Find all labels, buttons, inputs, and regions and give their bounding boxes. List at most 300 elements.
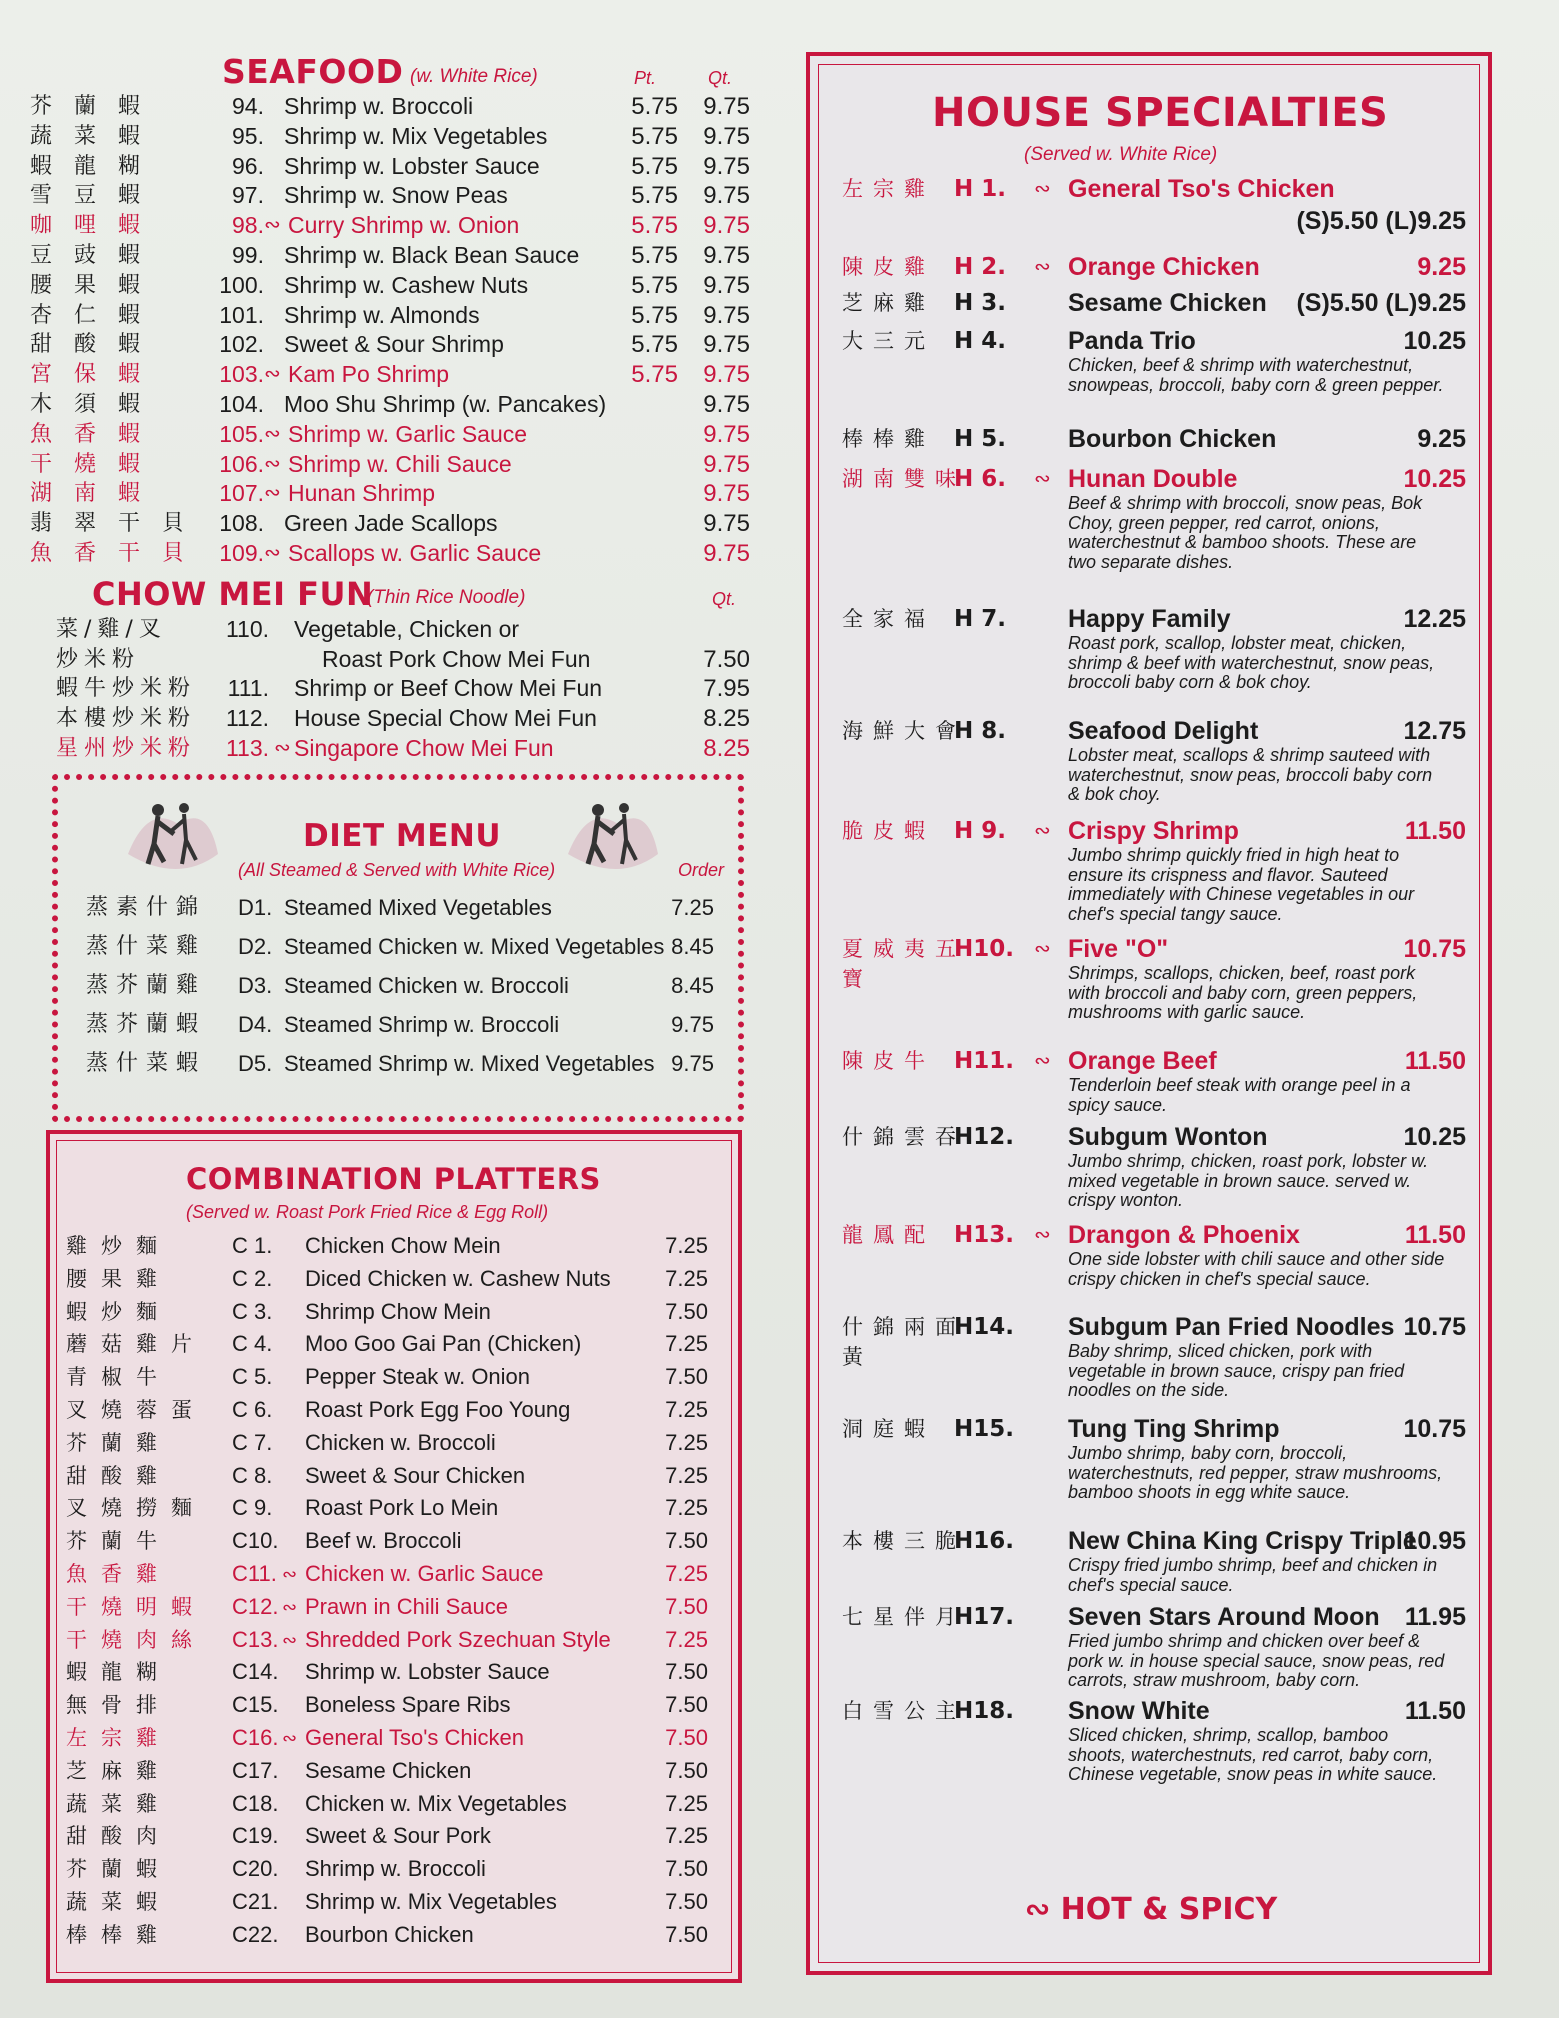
chinese-name: 青椒牛: [66, 1365, 171, 1390]
item-price: 10.25: [1403, 1123, 1466, 1151]
item-code: C11.: [232, 1560, 277, 1586]
item-name: House Special Chow Mei Fun: [294, 705, 597, 732]
menu-row: [22, 704, 750, 734]
menu-row: [50, 1427, 738, 1460]
item-name: Kam Po Shrimp: [288, 361, 450, 388]
chinese-name: 魚香干貝: [30, 540, 207, 566]
item-name: Sweet & Sour Pork: [305, 1823, 491, 1849]
item-price: 10.25: [1403, 327, 1466, 355]
item-code: H11.: [954, 1048, 1014, 1074]
chow-mei-fun-title: CHOW MEI FUN: [92, 574, 374, 613]
diet-menu-list: [64, 888, 732, 1083]
diet-menu-title: DIET MENU: [303, 818, 502, 854]
hot-pepper-icon: ∾: [264, 541, 281, 564]
item-number: 111.: [227, 675, 269, 702]
left-column: [22, 48, 750, 764]
item-name: General Tso's Chicken: [1068, 175, 1335, 203]
item-name: Subgum Pan Fried Noodles: [1068, 1313, 1395, 1341]
item-price: 7.25: [665, 1823, 708, 1849]
item-name: Sweet & Sour Shrimp: [284, 331, 504, 358]
item-code: H 5.: [954, 426, 1006, 452]
combination-subtitle: (Served w. Roast Pork Fried Rice & Egg Roll): [186, 1202, 549, 1222]
chinese-name: 芝麻雞: [842, 291, 935, 315]
item-name: Diced Chicken w. Cashew Nuts: [305, 1265, 611, 1291]
price-quart: 9.75: [703, 241, 750, 269]
menu-row: [22, 181, 750, 211]
menu-row: [50, 1263, 738, 1296]
item-price: 7.50: [665, 1692, 708, 1718]
menu-row: [22, 420, 750, 450]
dancers-illustration-icon: [558, 794, 668, 874]
item-name: Shrimp w. Broccoli: [305, 1856, 486, 1882]
item-name: Sesame Chicken: [1068, 289, 1267, 317]
hot-spicy-label: HOT & SPICY: [1060, 1892, 1278, 1927]
chinese-name: 腰果蝦: [30, 272, 163, 298]
seafood-col-qt: Qt.: [708, 68, 733, 88]
hot-pepper-icon: ∾: [264, 452, 281, 475]
item-description: Crispy fried jumbo shrimp, beef and chicken in chef's special sauce.: [1068, 1555, 1438, 1595]
hot-pepper-icon: ∾: [1034, 1224, 1051, 1246]
item-code: C14.: [232, 1659, 279, 1685]
item-code: C21.: [232, 1888, 279, 1914]
item-number: 100.: [219, 271, 264, 298]
item-name: Bourbon Chicken: [305, 1921, 474, 1947]
menu-row: [22, 330, 750, 360]
item-code: C 7.: [232, 1429, 273, 1455]
price-quart: 7.95: [703, 675, 750, 703]
chinese-name: 七星伴月: [842, 1605, 966, 1629]
chinese-name: 干燒蝦: [30, 451, 163, 477]
menu-row: [22, 509, 750, 539]
chinese-name: 蝦牛炒米粉: [56, 676, 197, 702]
diet-menu-box: [52, 774, 744, 1122]
item-price: 11.50: [1404, 1697, 1466, 1725]
item-code: C12.: [232, 1593, 279, 1619]
chinese-name: 洞庭蝦: [842, 1417, 935, 1441]
item-number: 96.: [232, 152, 264, 179]
item-price: 10.25: [1403, 465, 1466, 493]
item-price: 7.25: [665, 1462, 708, 1488]
item-price: 7.50: [665, 1298, 708, 1324]
item-name: Chicken w. Mix Vegetables: [305, 1790, 567, 1816]
menu-row: [22, 615, 742, 645]
item-name: Chicken Chow Mein: [305, 1233, 501, 1258]
chinese-name: 干燒肉絲: [66, 1627, 206, 1652]
menu-row: [50, 1820, 738, 1853]
item-number: 95.: [232, 122, 264, 149]
item-price: 9.75: [671, 1012, 714, 1037]
item-name: Shrimp w. Lobster Sauce: [284, 152, 540, 179]
item-price: 9.75: [671, 1051, 714, 1076]
chinese-name: 雪豆蝦: [30, 183, 163, 209]
item-code: C18.: [232, 1790, 279, 1816]
item-number: 109.: [219, 539, 264, 566]
item-code: C10.: [232, 1528, 279, 1554]
menu-row: [50, 1755, 738, 1788]
menu-row: [50, 1492, 738, 1525]
chinese-name: 湖南雙味: [842, 467, 966, 491]
chinese-name: 本樓炒米粉: [56, 706, 197, 732]
chow-mei-fun-list: [22, 615, 750, 764]
menu-row: [50, 1788, 738, 1821]
menu-row: [50, 1230, 738, 1263]
item-name: Shrimp w. Mix Vegetables: [305, 1888, 557, 1914]
price-quart: 9.75: [703, 301, 750, 329]
price-quart: 9.75: [703, 331, 750, 359]
hot-pepper-icon: ∾: [264, 214, 281, 237]
item-number: 108.: [219, 510, 264, 537]
item-name: Steamed Shrimp w. Mixed Vegetables: [284, 1051, 655, 1076]
item-price: 10.95: [1403, 1527, 1466, 1555]
chinese-name: 蔬菜雞: [66, 1791, 171, 1816]
chinese-name: 龍鳳配: [842, 1223, 935, 1247]
combination-list: [50, 1230, 738, 1952]
item-name: Crispy Shrimp: [1068, 817, 1239, 845]
item-name: Steamed Shrimp w. Broccoli: [284, 1012, 560, 1037]
chinese-name: 蝦龍糊: [66, 1660, 171, 1685]
price-pint: 5.75: [631, 301, 678, 329]
item-name: Shrimp or Beef Chow Mei Fun: [294, 675, 603, 702]
item-description: Baby shrimp, sliced chicken, pork with vegetable in brown sauce, crispy pan fried noodles on the side.: [1068, 1341, 1405, 1400]
item-price: 7.50: [665, 1593, 708, 1619]
chinese-name: 蔬菜蝦: [66, 1889, 171, 1914]
item-price: 12.75: [1403, 717, 1466, 745]
chinese-name: 星州炒米粉: [56, 735, 197, 761]
chinese-name: 叉燒蓉蛋: [66, 1397, 206, 1422]
chinese-name: 甜酸肉: [66, 1824, 171, 1849]
item-name: Hunan Shrimp: [288, 480, 436, 507]
chinese-name: 炒米粉: [56, 646, 141, 672]
seafood-subtitle: (w. White Rice): [410, 66, 538, 87]
hot-pepper-icon: ∾: [274, 736, 291, 759]
item-code: C16.: [232, 1724, 279, 1750]
item-code: C 4.: [232, 1331, 273, 1357]
item-code: D4.: [238, 1012, 273, 1037]
item-description: Jumbo shrimp, baby corn, broccoli, waterchestnuts, red pepper, straw mushrooms, bamboo shoots in egg white sauce.: [1068, 1443, 1443, 1502]
hot-pepper-icon: ∾: [282, 1596, 298, 1617]
menu-row: [22, 390, 750, 420]
menu-row: [50, 1296, 738, 1329]
hot-spicy-legend: [1025, 1892, 1277, 1927]
price-quart: 9.75: [703, 122, 750, 150]
item-code: C 5.: [232, 1364, 273, 1390]
price-quart: 9.75: [703, 480, 750, 508]
price-pint: 5.75: [631, 182, 678, 210]
price-quart: 8.25: [703, 734, 750, 762]
item-number: 110.: [225, 615, 269, 642]
item-code: C 1.: [232, 1233, 273, 1258]
item-price: 10.75: [1403, 1313, 1466, 1341]
item-name: Steamed Chicken w. Broccoli: [284, 973, 569, 998]
chow-mei-fun-section: [22, 574, 750, 764]
item-number: 98.: [232, 212, 264, 239]
item-code: C15.: [232, 1692, 279, 1718]
item-code: H 2.: [954, 254, 1006, 280]
item-description: Chicken, beef & shrimp with waterchestnut, snowpeas, broccoli, baby corn & green pepper.: [1068, 355, 1444, 395]
hot-pepper-icon: ∾: [264, 363, 281, 386]
hot-pepper-icon: ∾: [282, 1727, 298, 1748]
menu-row: [50, 1394, 738, 1427]
chinese-name: 芥蘭牛: [66, 1529, 171, 1554]
price-pint: 5.75: [631, 241, 678, 269]
item-code: H17.: [954, 1604, 1014, 1630]
price-quart: 9.75: [703, 152, 750, 180]
item-name: Moo Goo Gai Pan (Chicken): [305, 1331, 582, 1357]
house-specialties-title: HOUSE SPECIALTIES: [932, 90, 1389, 136]
chinese-name: 蒸什菜蝦: [86, 1051, 207, 1076]
chinese-name: 陳皮牛: [842, 1049, 935, 1073]
item-description: Shrimps, scallops, chicken, beef, roast pork with broccoli and baby corn, green peppers, mushrooms with garlic sauce.: [1068, 963, 1418, 1022]
item-code: H13.: [954, 1222, 1014, 1248]
item-price: 7.50: [665, 1364, 708, 1390]
item-description: Jumbo shrimp quickly fried in high heat to ensure its crispness and flavor. Sauteed immediately with Chinese vegetables in our chef's special tangy sauce.: [1068, 845, 1415, 924]
hot-pepper-icon: ∾: [1034, 178, 1051, 200]
menu-row: [50, 1624, 738, 1657]
item-price: 7.25: [665, 1495, 708, 1521]
menu-row: [64, 966, 732, 1005]
item-name: New China King Crispy Triple: [1068, 1527, 1417, 1555]
menu-row: [50, 1886, 738, 1919]
item-name: Chicken w. Broccoli: [305, 1429, 496, 1455]
item-code: H 9.: [954, 818, 1006, 844]
price-pint: 5.75: [631, 122, 678, 150]
menu-row: [22, 479, 750, 509]
menu-row: [22, 271, 750, 301]
menu-row: [22, 360, 750, 390]
combination-title: COMBINATION PLATTERS: [186, 1162, 601, 1196]
item-name: Shrimp w. Snow Peas: [284, 182, 508, 209]
item-number: 107.: [219, 480, 264, 507]
item-name: Scallops w. Garlic Sauce: [288, 539, 542, 566]
hot-pepper-icon: ∾: [1034, 938, 1051, 960]
item-number: 112.: [225, 705, 269, 732]
menu-row: [22, 301, 750, 331]
item-number: 113.: [225, 734, 269, 761]
menu-row: [22, 241, 750, 271]
item-name: Chicken w. Garlic Sauce: [305, 1560, 544, 1586]
chinese-name: 杏仁蝦: [30, 302, 163, 328]
item-name: Shrimp w. Lobster Sauce: [305, 1659, 550, 1685]
item-name: Vegetable, Chicken or: [294, 615, 520, 642]
chinese-name: 蝦炒麵: [66, 1299, 171, 1324]
item-code: C13.: [232, 1626, 279, 1652]
item-code: C22.: [232, 1921, 279, 1947]
item-name: Sesame Chicken: [305, 1757, 472, 1783]
item-price: 9.25: [1417, 253, 1466, 281]
menu-row: [22, 734, 750, 764]
item-name: Roast Pork Egg Foo Young: [305, 1396, 571, 1422]
price-pint: 5.75: [631, 331, 678, 359]
price-quart: 7.50: [703, 645, 750, 673]
price-pint: 5.75: [631, 361, 678, 389]
item-price: 11.95: [1404, 1603, 1466, 1631]
item-name: Steamed Chicken w. Mixed Vegetables: [284, 934, 665, 959]
item-code: H14.: [954, 1314, 1014, 1340]
item-code: C 3.: [232, 1298, 273, 1324]
chinese-name: 棒棒雞: [66, 1922, 171, 1947]
chinese-name: 什錦兩面黃: [842, 1315, 966, 1369]
item-number: 103.: [219, 361, 264, 388]
price-quart: 9.75: [703, 510, 750, 538]
chinese-name: 咖哩蝦: [30, 213, 163, 239]
item-price: 10.75: [1403, 935, 1466, 963]
item-name: Singapore Chow Mei Fun: [294, 734, 554, 761]
item-name: Panda Trio: [1068, 327, 1196, 355]
item-code: D3.: [238, 973, 273, 998]
chinese-name: 木須蝦: [30, 391, 163, 417]
price-quart: 8.25: [703, 705, 750, 733]
item-price: 7.50: [665, 1921, 708, 1947]
menu-row: [64, 888, 732, 927]
chinese-name: 蔬菜蝦: [30, 123, 163, 149]
menu-row: [64, 1005, 732, 1044]
chinese-name: 甜酸雞: [66, 1463, 171, 1488]
chinese-name: 蒸素什錦: [86, 895, 207, 920]
item-code: C20.: [232, 1856, 279, 1882]
item-price: 7.50: [665, 1724, 708, 1750]
menu-row: [50, 1591, 738, 1624]
item-name: Seven Stars Around Moon: [1068, 1603, 1380, 1631]
hot-pepper-icon: ∾: [264, 422, 281, 445]
price-pint: 5.75: [631, 152, 678, 180]
item-number: 101.: [219, 301, 264, 328]
menu-row: [22, 645, 750, 675]
price-quart: 9.75: [703, 390, 750, 418]
hot-pepper-icon: ∾: [1025, 1892, 1061, 1927]
item-name: Sweet & Sour Chicken: [305, 1462, 526, 1488]
item-price: 7.25: [665, 1626, 708, 1652]
menu-row: [50, 1525, 738, 1558]
price-quart: 9.75: [703, 271, 750, 299]
chinese-name: 蒸芥蘭雞: [86, 973, 207, 998]
chinese-name: 本樓三脆: [842, 1529, 966, 1553]
chinese-name: 大三元: [842, 329, 935, 353]
item-price: 11.50: [1404, 1221, 1466, 1249]
chinese-name: 蒸芥蘭蝦: [86, 1012, 207, 1037]
chinese-name: 甜酸蝦: [30, 332, 163, 358]
chinese-name: 蝦龍糊: [30, 153, 163, 179]
item-code: C 6.: [232, 1396, 273, 1422]
menu-row: [22, 674, 750, 704]
item-price: (S)5.50 (L)9.25: [1296, 207, 1466, 235]
item-name: Drangon & Phoenix: [1068, 1221, 1300, 1249]
item-price: 7.50: [665, 1528, 708, 1554]
item-price: 7.25: [665, 1429, 708, 1455]
hot-pepper-icon: ∾: [1034, 820, 1051, 842]
item-name: Subgum Wonton: [1068, 1123, 1268, 1151]
item-name: Roast Pork Chow Mei Fun: [322, 645, 591, 672]
price-quart: 9.75: [703, 212, 750, 240]
item-price: 7.50: [665, 1757, 708, 1783]
menu-row: [50, 1689, 738, 1722]
item-name: Snow White: [1068, 1697, 1210, 1725]
item-name: Shrimp w. Cashew Nuts: [284, 271, 529, 298]
chinese-name: 宮保蝦: [30, 362, 163, 388]
item-description: Jumbo shrimp, chicken, roast pork, lobster w. mixed vegetable in brown sauce. served w. crispy wonton.: [1068, 1151, 1429, 1210]
seafood-col-pt: Pt.: [634, 68, 657, 88]
chinese-name: 魚香雞: [66, 1561, 171, 1586]
item-name: Happy Family: [1068, 605, 1231, 633]
item-code: H 4.: [954, 328, 1006, 354]
item-price: 7.25: [665, 1396, 708, 1422]
item-description: Beef & shrimp with broccoli, snow peas, Bok Choy, green pepper, red carrot, onions, waterchestnut & bamboo shoots. These are two separate dishes.: [1068, 493, 1423, 572]
chinese-name: 干燒明蝦: [66, 1594, 206, 1619]
item-name: Shrimp w. Mix Vegetables: [284, 122, 548, 149]
item-number: 97.: [232, 182, 264, 209]
price-quart: 9.75: [703, 93, 750, 120]
item-name: Pepper Steak w. Onion: [305, 1364, 531, 1390]
price-quart: 9.75: [703, 361, 750, 389]
seafood-list: [22, 92, 750, 569]
item-name: Boneless Spare Ribs: [305, 1692, 511, 1718]
item-code: D2.: [238, 934, 273, 959]
item-price: 7.25: [665, 1331, 708, 1357]
item-code: H18.: [954, 1698, 1014, 1724]
item-code: C19.: [232, 1823, 279, 1849]
item-price: 7.50: [665, 1659, 708, 1685]
item-code: H 6.: [954, 466, 1006, 492]
menu-row: [50, 1656, 738, 1689]
chinese-name: 左宗雞: [842, 177, 935, 201]
price-quart: 9.75: [703, 420, 750, 448]
item-price: 7.50: [665, 1856, 708, 1882]
item-description: Lobster meat, scallops & shrimp sauteed with waterchestnut, snow peas, broccoli baby corn & bok choy.: [1068, 745, 1433, 804]
item-description: Fried jumbo shrimp and chicken over beef & pork w. in house special sauce, snow peas, red carrots, straw mushroom, baby corn.: [1068, 1631, 1445, 1690]
item-name: Roast Pork Lo Mein: [305, 1495, 499, 1521]
item-price: 8.45: [671, 973, 714, 998]
item-number: 99.: [232, 241, 264, 268]
chinese-name: 左宗雞: [66, 1725, 171, 1750]
item-code: C 9.: [232, 1495, 273, 1521]
item-number: 94.: [232, 93, 264, 119]
item-number: 105.: [219, 420, 264, 447]
hot-pepper-icon: ∾: [282, 1629, 298, 1650]
item-price: 7.25: [665, 1560, 708, 1586]
hot-pepper-icon: ∾: [1034, 1050, 1051, 1072]
item-code: D5.: [238, 1051, 273, 1076]
item-name: Prawn in Chili Sauce: [305, 1593, 508, 1619]
item-description: One side lobster with chili sauce and other side crispy chicken in chef's special sauce.: [1068, 1249, 1445, 1289]
item-name: Hunan Double: [1068, 465, 1238, 493]
item-name: Shredded Pork Szechuan Style: [305, 1626, 611, 1652]
item-name: Shrimp w. Almonds: [284, 301, 480, 328]
seafood-title: SEAFOOD: [222, 52, 404, 91]
chinese-name: 菜/雞/叉: [56, 616, 167, 642]
item-price: 12.25: [1403, 605, 1466, 633]
item-name: Steamed Mixed Vegetables: [284, 895, 552, 920]
seafood-header: [22, 48, 742, 92]
item-code: C 2.: [232, 1265, 273, 1291]
item-name: Bourbon Chicken: [1068, 425, 1277, 453]
menu-row: [22, 450, 750, 480]
menu-row: [50, 1919, 738, 1952]
chinese-name: 叉燒撈麵: [66, 1496, 206, 1521]
item-name: Shrimp w. Broccoli: [284, 93, 474, 119]
item-name: Beef w. Broccoli: [305, 1528, 462, 1554]
chinese-name: 湖南蝦: [30, 481, 163, 507]
item-code: D1.: [238, 895, 273, 920]
item-name: Seafood Delight: [1068, 717, 1259, 745]
item-price: 9.25: [1417, 425, 1466, 453]
chow-mei-fun-subtitle: (Thin Rice Noodle): [367, 586, 526, 608]
menu-row: [50, 1722, 738, 1755]
price-quart: 9.75: [703, 182, 750, 210]
menu-row: [22, 122, 750, 152]
house-specialties-box: [806, 52, 1492, 1975]
item-price: 11.50: [1404, 1047, 1466, 1075]
price-quart: 9.75: [703, 450, 750, 478]
chinese-name: 芥蘭蝦: [30, 94, 163, 119]
